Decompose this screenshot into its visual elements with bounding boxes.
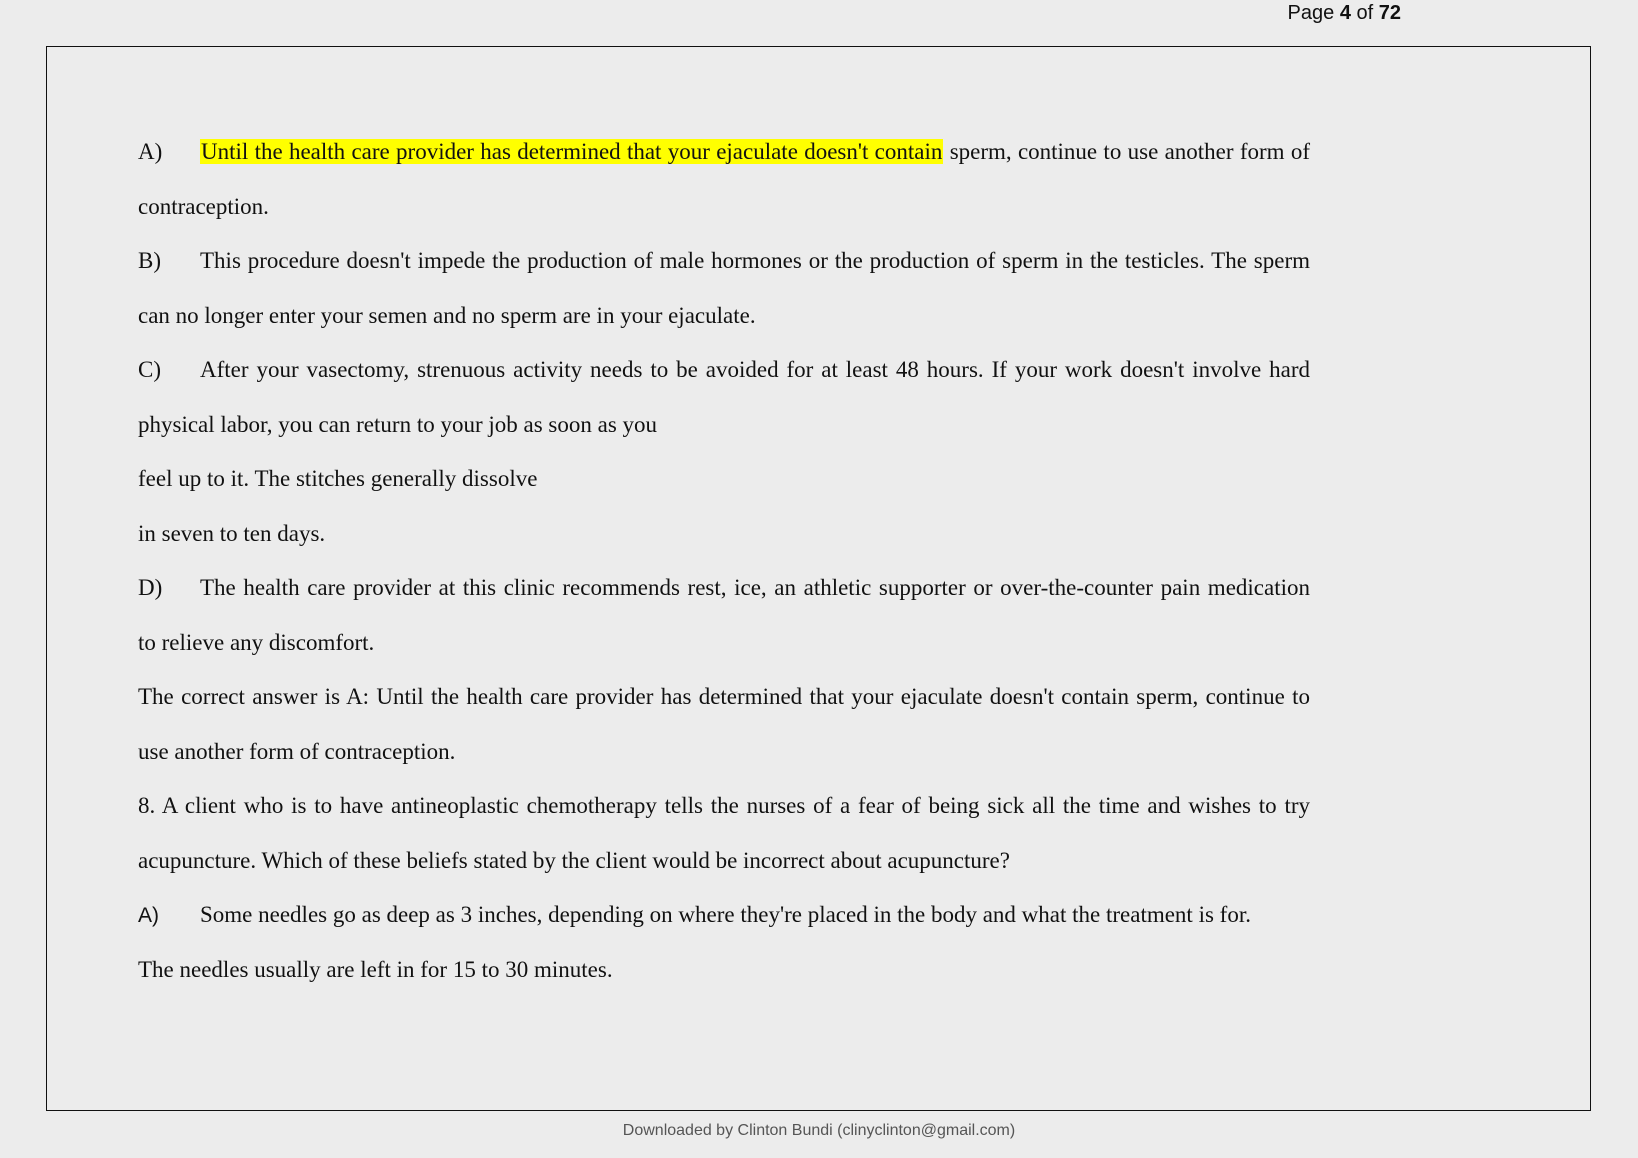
option-c-text: After your vasectomy, strenuous activity needs to be avoided for at least 48 hours. If your work doesn't involve hard [200,357,1310,382]
document-body [138,125,1310,997]
page-of-label: of [1356,2,1374,24]
question-8-line-1: 8. A client who is to have antineoplastic chemotherapy tells the nurses of a fear of being sick all the time and wishes to try [138,793,1310,818]
option-d-line-1 [138,561,1310,616]
page-number [1288,0,1401,28]
option-b-text: This procedure doesn't impede the production of male hormones or the production of sperm in the testicles. The sperm [200,248,1310,273]
question-8-line-2: acupuncture. Which of these beliefs stated by the client would be incorrect about acupuncture? [138,847,1010,873]
option-b-line-2: can no longer enter your semen and no sperm are in your ejaculate. [138,302,756,328]
question-8-option-a-line-2: The needles usually are left in for 15 to 30 minutes. [138,956,613,982]
option-c-line-3: feel up to it. The stitches generally dissolve [138,466,538,491]
highlighted-text: Until the health care provider has determined that your ejaculate doesn't contain [201,139,943,164]
current-page-number: 4 [1339,2,1351,24]
option-c-line-2: physical labor, you can return to your job as soon as you [138,411,658,437]
option-c-line-1 [138,343,1310,398]
total-pages-number: 72 [1378,2,1401,24]
option-d-line-2: to relieve any discomfort. [138,629,375,655]
download-footer: Downloaded by Clinton Bundi (clinyclinton@gmail.com) [622,1122,1016,1139]
question-8-option-a-line-1 [138,888,1310,943]
option-letter: C) [138,357,161,382]
option-a-text-rest: sperm, continue to use another form of [949,139,1310,164]
answer-line-1: The correct answer is A: Until the health care provider has determined that your ejaculate doesn't contain sperm, continue to [138,684,1310,709]
option-c-line-4: in seven to ten days. [138,520,326,546]
option-letter: D) [138,575,163,600]
option-b-line-1 [138,234,1310,289]
option-a-line-2: contraception. [138,193,269,219]
option-d-text: The health care provider at this clinic recommends rest, ice, an athletic supporter or over-the-counter pain medication [200,575,1310,600]
question-8-option-a-text: Some needles go as deep as 3 inches, depending on where they're placed in the body and what the treatment is for. [200,902,1251,927]
option-letter: A) [138,904,159,927]
answer-line-2: use another form of contraception. [138,738,456,764]
option-letter: A) [138,139,163,164]
option-letter: B) [138,248,161,273]
page-label: Page [1287,2,1335,24]
option-a-line-1 [138,125,1310,180]
